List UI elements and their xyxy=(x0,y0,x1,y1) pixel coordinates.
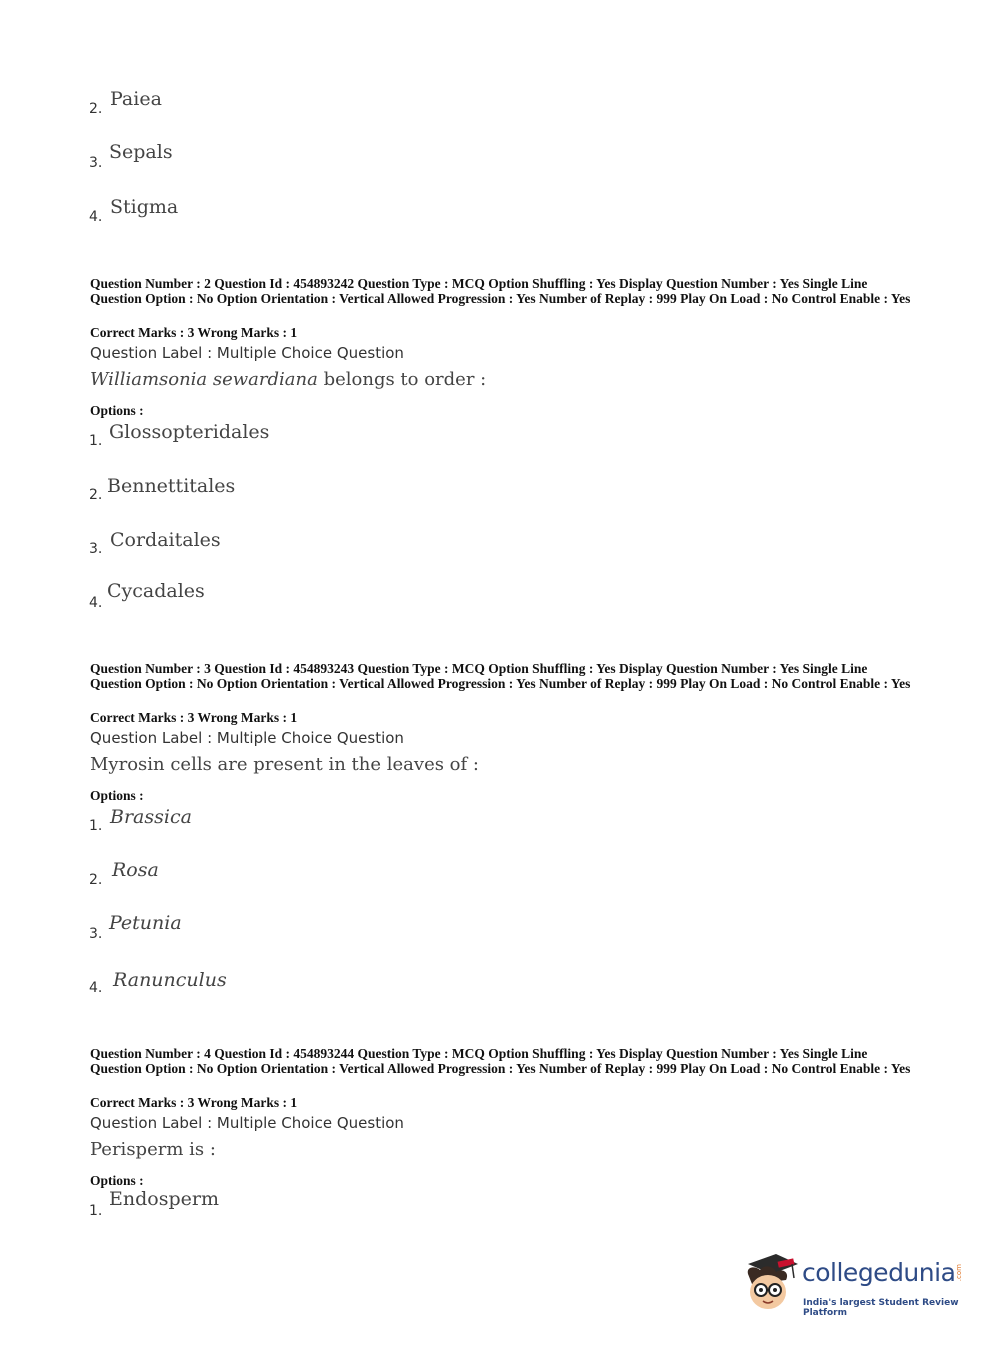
option-text: Cycadales xyxy=(107,580,205,602)
option-text: Brassica xyxy=(110,806,192,828)
question-meta: Question Number : 4 Question Id : 454893244 Question Type : MCQ Option Shuffling : Yes Display Question Number : Yes Single Line Question Option : No Option Orientation : Vertical Allowed Progression : Yes Number of Replay : 999 Play On Load : No Control Enable : Yes xyxy=(90,1046,911,1076)
option-text: Bennettitales xyxy=(107,475,236,497)
logo-domain-suffix: .com xyxy=(955,1264,963,1282)
option-text: Glossopteridales xyxy=(109,421,270,443)
option-number: 2. xyxy=(89,487,103,503)
option-number: 1. xyxy=(89,433,103,449)
option-number: 1. xyxy=(89,1203,103,1219)
student-mascot-icon xyxy=(742,1250,802,1316)
option-text: Endosperm xyxy=(109,1188,219,1210)
question-marks: Correct Marks : 3 Wrong Marks : 1 xyxy=(90,325,298,340)
logo-wordmark: collegedunia xyxy=(802,1258,956,1287)
option-text: Sepals xyxy=(109,141,173,163)
options-label: Options : xyxy=(90,1173,144,1188)
option-text: Rosa xyxy=(112,859,159,881)
option-number: 1. xyxy=(89,818,103,834)
options-label: Options : xyxy=(90,403,144,418)
question-text-italic: Williamsonia sewardiana xyxy=(90,369,318,390)
question-marks: Correct Marks : 3 Wrong Marks : 1 xyxy=(90,1095,298,1110)
option-number: 2. xyxy=(89,101,103,117)
question-label: Question Label : Multiple Choice Question xyxy=(90,729,404,747)
option-text: Stigma xyxy=(110,196,179,218)
logo-tagline: India's largest Student Review Platform xyxy=(803,1298,959,1318)
question-text xyxy=(90,369,486,390)
collegedunia-logo xyxy=(742,1250,972,1320)
question-meta: Question Number : 2 Question Id : 454893242 Question Type : MCQ Option Shuffling : Yes Display Question Number : Yes Single Line Question Option : No Option Orientation : Vertical Allowed Progression : Yes Number of Replay : 999 Play On Load : No Control Enable : Yes xyxy=(90,276,911,306)
question-label: Question Label : Multiple Choice Question xyxy=(90,344,404,362)
question-text: Perisperm is : xyxy=(90,1139,216,1160)
option-number: 4. xyxy=(89,595,103,611)
option-number: 3. xyxy=(89,926,103,942)
question-meta: Question Number : 3 Question Id : 454893243 Question Type : MCQ Option Shuffling : Yes Display Question Number : Yes Single Line Question Option : No Option Orientation : Vertical Allowed Progression : Yes Number of Replay : 999 Play On Load : No Control Enable : Yes xyxy=(90,661,911,691)
option-text: Ranunculus xyxy=(113,969,227,991)
option-number: 3. xyxy=(89,155,103,171)
option-number: 3. xyxy=(89,541,103,557)
option-number: 4. xyxy=(89,980,103,996)
question-label: Question Label : Multiple Choice Question xyxy=(90,1114,404,1132)
option-text: Paiea xyxy=(110,88,162,110)
option-number: 4. xyxy=(89,209,103,225)
question-marks: Correct Marks : 3 Wrong Marks : 1 xyxy=(90,710,298,725)
options-label: Options : xyxy=(90,788,144,803)
question-text: Myrosin cells are present in the leaves of : xyxy=(90,754,479,775)
option-text: Petunia xyxy=(109,912,182,934)
question-text-rest: belongs to order : xyxy=(317,369,487,390)
option-text: Cordaitales xyxy=(110,529,221,551)
option-number: 2. xyxy=(89,872,103,888)
